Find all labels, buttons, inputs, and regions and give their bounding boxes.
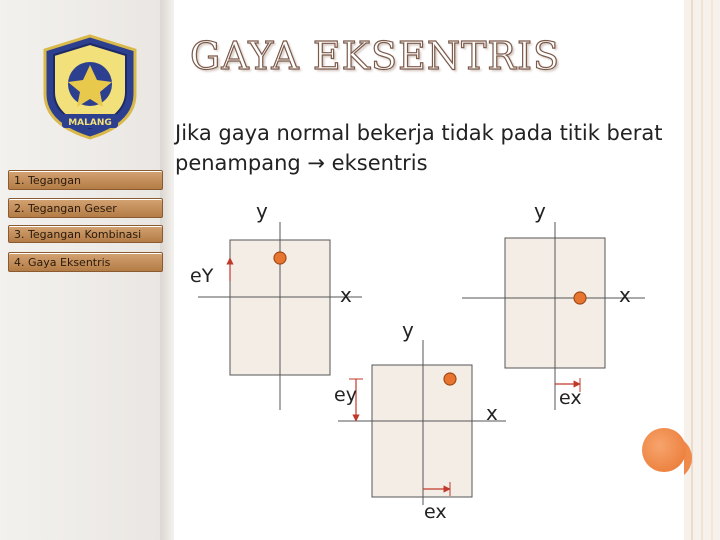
ey-label-bottom: ey xyxy=(334,384,357,406)
x-label-bottom: x xyxy=(486,401,498,425)
ex-label-bottom: ex xyxy=(424,501,447,523)
y-label-left: y xyxy=(256,199,268,223)
x-label-left: x xyxy=(340,283,352,307)
ex-label-right: ex xyxy=(559,387,582,409)
sidebar-item-label: 1. Tegangan xyxy=(14,174,81,187)
ey-label-left: eY xyxy=(190,265,214,287)
logo-text: MALANG xyxy=(68,118,112,128)
y-label-right: y xyxy=(534,199,546,223)
sidebar-item-label: 4. Gaya Eksentris xyxy=(14,256,111,269)
body-text: Jika gaya normal bekerja tidak pada titik berat penampang → eksentris xyxy=(175,121,663,175)
sidebar-item-label: 3. Tegangan Kombinasi xyxy=(14,228,142,241)
section-bottom xyxy=(372,365,472,497)
y-label-bottom: y xyxy=(402,318,414,342)
x-label-right: x xyxy=(619,283,631,307)
page-title: GAYA EKSENTRIS xyxy=(190,34,561,78)
load-point-right xyxy=(574,292,586,304)
load-point-left xyxy=(274,252,286,264)
sidebar-item-label: 2. Tegangan Geser xyxy=(14,202,117,215)
load-point-bottom xyxy=(444,373,456,385)
